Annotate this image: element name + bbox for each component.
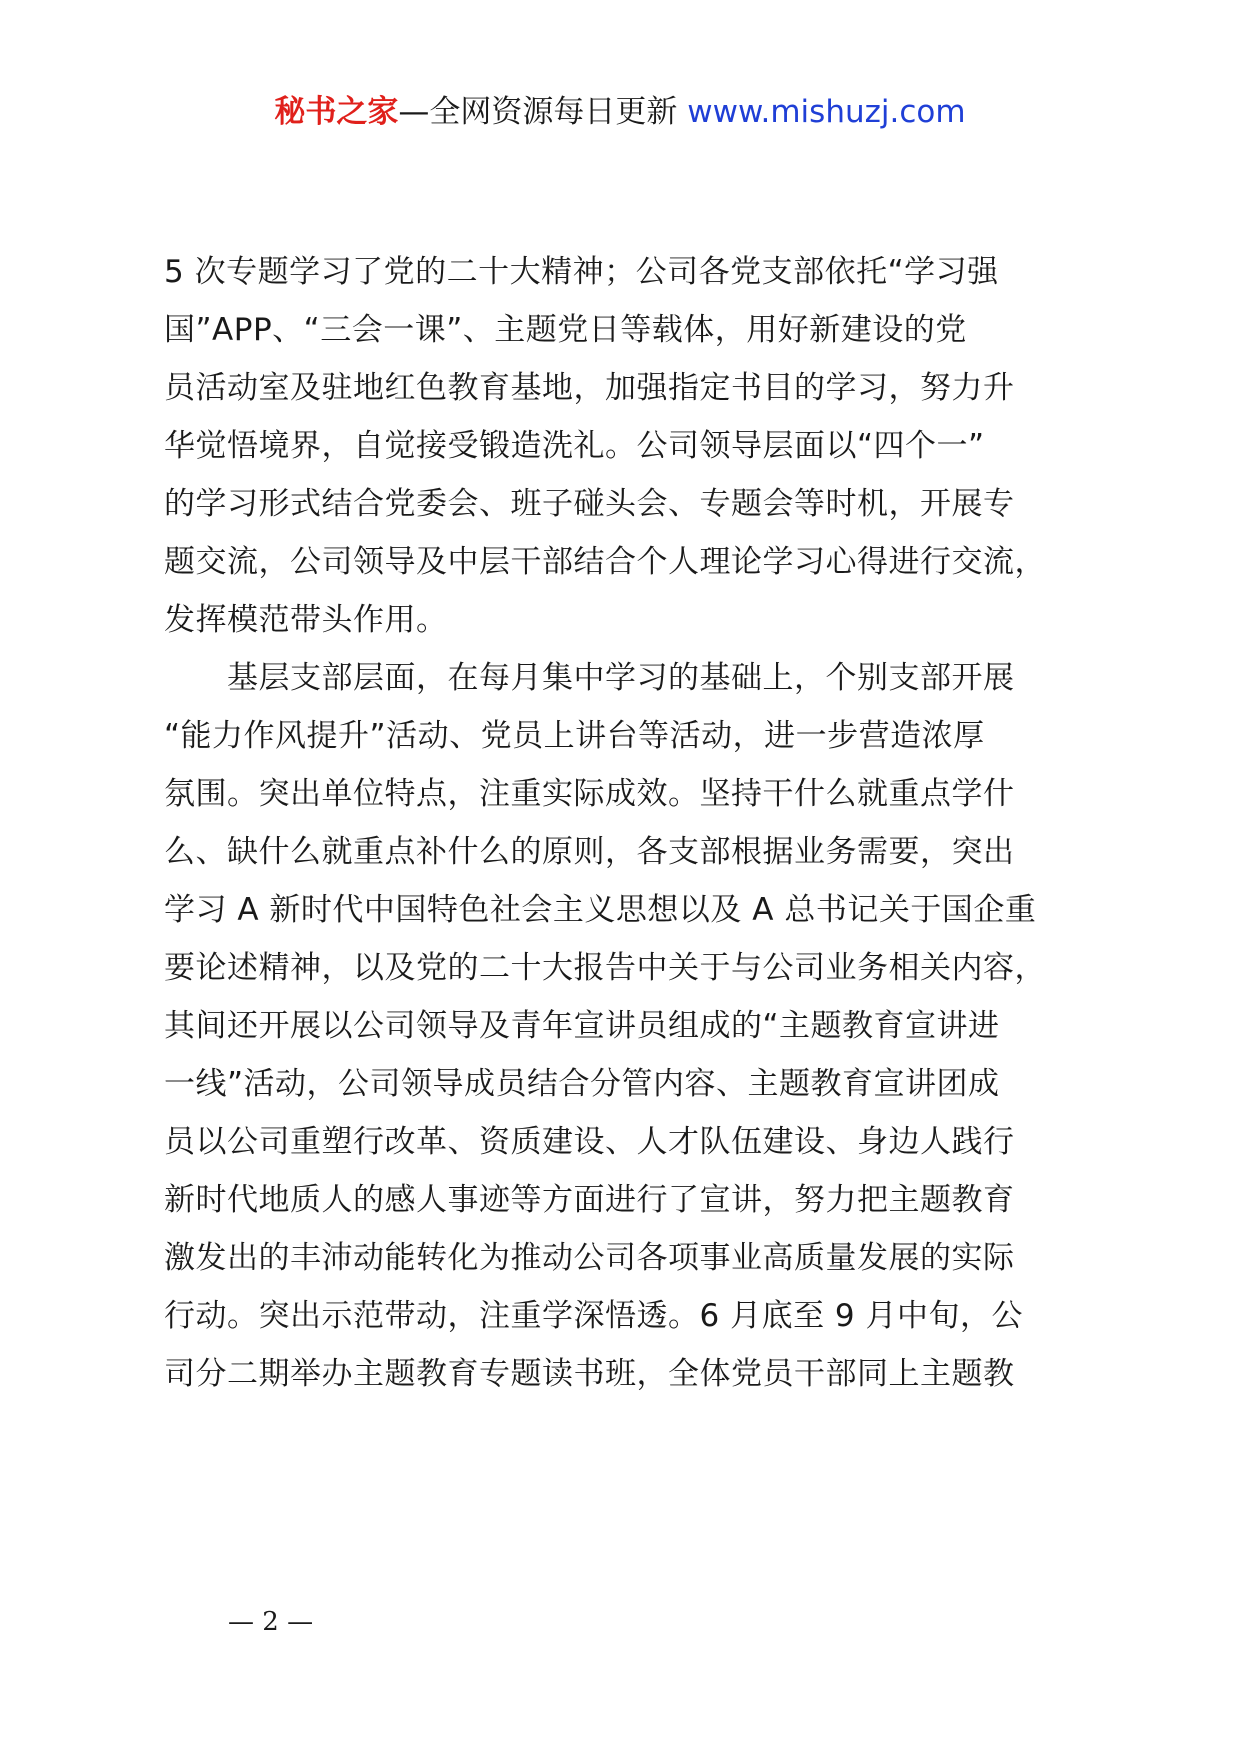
body-line: 5 次专题学习了党的二十大精神；公司各党支部依托“学习强: [164, 254, 999, 290]
body-line: “能力作风提升”活动、党员上讲台等活动，进一步营造浓厚: [164, 718, 985, 754]
body-line: 题交流，公司领导及中层干部结合个人理论学习心得进行交流，: [164, 544, 1046, 580]
body-line: 基层支部层面，在每月集中学习的基础上，个别支部开展: [164, 660, 1015, 696]
site-tagline: —全网资源每日更新: [398, 94, 688, 130]
body-line: 发挥模范带头作用。: [164, 602, 448, 638]
site-brand: 秘书之家: [274, 94, 399, 130]
body-line: 员活动室及驻地红色教育基地，加强指定书目的学习，努力升: [164, 370, 1015, 406]
page-number: — 2 —: [228, 1607, 314, 1637]
body-line: 一线”活动，公司领导成员结合分管内容、主题教育宣讲团成: [164, 1066, 1000, 1102]
site-header: [0, 92, 1240, 132]
body-line: 华觉悟境界，自觉接受锻造洗礼。公司领导层面以“四个一”: [164, 428, 985, 464]
body-line: 司分二期举办主题教育专题读书班，全体党员干部同上主题教: [164, 1356, 1015, 1392]
body-line: 行动。突出示范带动，注重学深悟透。6 月底至 9 月中旬，公: [164, 1298, 1024, 1334]
body-line: 新时代地质人的感人事迹等方面进行了宣讲，努力把主题教育: [164, 1182, 1015, 1218]
body-line: 要论述精神，以及党的二十大报告中关于与公司业务相关内容，: [164, 950, 1046, 986]
body-line: 么、缺什么就重点补什么的原则，各支部根据业务需要，突出: [164, 834, 1015, 870]
site-url-link[interactable]: www.mishuzj.com: [687, 94, 966, 130]
body-line: 的学习形式结合党委会、班子碰头会、专题会等时机，开展专: [164, 486, 1015, 522]
body-line: 激发出的丰沛动能转化为推动公司各项事业高质量发展的实际: [164, 1240, 1015, 1276]
body-line: 学习 A 新时代中国特色社会主义思想以及 A 总书记关于国企重: [164, 892, 1037, 928]
body-line: 员以公司重塑行改革、资质建设、人才队伍建设、身边人践行: [164, 1124, 1015, 1160]
body-line: 氛围。突出单位特点，注重实际成效。坚持干什么就重点学什: [164, 776, 1015, 812]
body-line: 其间还开展以公司领导及青年宣讲员组成的“主题教育宣讲进: [164, 1008, 1000, 1044]
body-line: 国”APP、“三会一课”、主题党日等载体，用好新建设的党: [164, 312, 967, 348]
